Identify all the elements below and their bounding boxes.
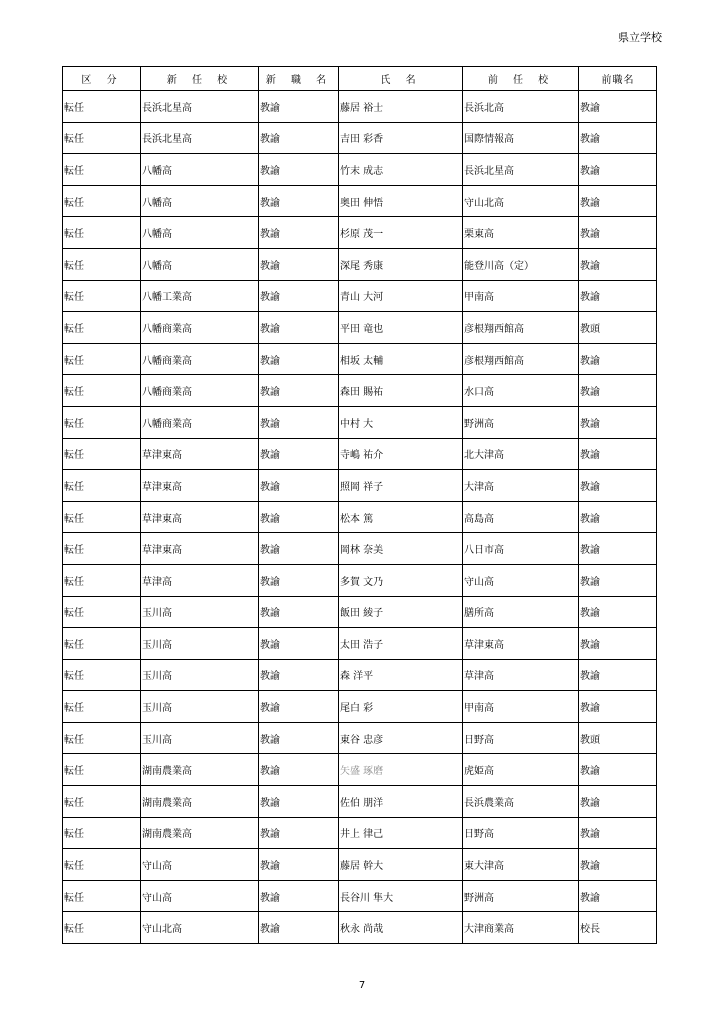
previous-school-cell: 国際情報高 (463, 122, 579, 154)
new-position-cell: 教諭 (259, 185, 339, 217)
category-cell: 転任 (63, 185, 141, 217)
category-cell: 転任 (63, 154, 141, 186)
previous-school-cell: 甲南高 (463, 691, 579, 723)
name-cell: 竹末 成志 (339, 154, 463, 186)
previous-school-cell: 水口高 (463, 375, 579, 407)
new-school-cell: 草津東高 (141, 501, 259, 533)
new-school-cell: 長浜北星高 (141, 91, 259, 123)
previous-position-cell: 教諭 (579, 501, 657, 533)
previous-position-cell: 教諭 (579, 122, 657, 154)
name-cell: 飯田 綾子 (339, 596, 463, 628)
new-position-cell: 教諭 (259, 691, 339, 723)
table-header-row (63, 67, 657, 91)
new-school-cell: 守山高 (141, 880, 259, 912)
table-row (63, 722, 657, 754)
name-cell: 多賀 文乃 (339, 564, 463, 596)
name-cell: 藤居 幹大 (339, 849, 463, 881)
category-cell: 転任 (63, 343, 141, 375)
new-position-cell: 教諭 (259, 312, 339, 344)
new-school-cell: 八幡商業高 (141, 312, 259, 344)
previous-school-cell: 八日市高 (463, 533, 579, 565)
previous-position-cell: 校長 (579, 912, 657, 944)
new-position-cell: 教諭 (259, 754, 339, 786)
table-row (63, 628, 657, 660)
name-cell: 秋永 尚哉 (339, 912, 463, 944)
previous-position-cell: 教諭 (579, 533, 657, 565)
new-position-cell: 教諭 (259, 154, 339, 186)
new-position-cell: 教諭 (259, 817, 339, 849)
category-cell: 転任 (63, 786, 141, 818)
new-school-cell: 玉川高 (141, 628, 259, 660)
new-school-cell: 八幡高 (141, 154, 259, 186)
category-cell: 転任 (63, 754, 141, 786)
previous-position-cell: 教諭 (579, 91, 657, 123)
category-cell: 転任 (63, 280, 141, 312)
new-school-cell: 八幡高 (141, 217, 259, 249)
category-cell: 転任 (63, 217, 141, 249)
name-cell: 長谷川 隼大 (339, 880, 463, 912)
table-row (63, 691, 657, 723)
name-cell: 森 洋平 (339, 659, 463, 691)
new-school-cell: 玉川高 (141, 659, 259, 691)
new-position-cell: 教諭 (259, 849, 339, 881)
name-cell: 太田 浩子 (339, 628, 463, 660)
category-cell: 転任 (63, 122, 141, 154)
new-school-cell: 草津東高 (141, 470, 259, 502)
table-row (63, 312, 657, 344)
previous-school-cell: 栗東高 (463, 217, 579, 249)
previous-position-cell: 教諭 (579, 786, 657, 818)
table-row (63, 91, 657, 123)
table-row (63, 406, 657, 438)
category-cell: 転任 (63, 375, 141, 407)
category-cell: 転任 (63, 533, 141, 565)
previous-position-cell: 教諭 (579, 406, 657, 438)
new-position-cell: 教諭 (259, 343, 339, 375)
table-row (63, 786, 657, 818)
category-cell: 転任 (63, 564, 141, 596)
previous-school-cell: 膳所高 (463, 596, 579, 628)
name-cell: 寺嶋 祐介 (339, 438, 463, 470)
column-header-previous-position: 前職名 (579, 67, 657, 91)
column-header-category: 区 分 (63, 67, 141, 91)
name-cell: 東谷 忠彦 (339, 722, 463, 754)
new-position-cell: 教諭 (259, 880, 339, 912)
previous-position-cell: 教頭 (579, 722, 657, 754)
previous-school-cell: 東大津高 (463, 849, 579, 881)
new-position-cell: 教諭 (259, 438, 339, 470)
previous-school-cell: 長浜北高 (463, 91, 579, 123)
category-cell: 転任 (63, 248, 141, 280)
new-position-cell: 教諭 (259, 375, 339, 407)
previous-school-cell: 長浜北星高 (463, 154, 579, 186)
table-row (63, 596, 657, 628)
new-school-cell: 草津東高 (141, 438, 259, 470)
previous-position-cell: 教諭 (579, 343, 657, 375)
category-cell: 転任 (63, 722, 141, 754)
table-row (63, 470, 657, 502)
table-row (63, 438, 657, 470)
new-school-cell: 八幡商業高 (141, 343, 259, 375)
previous-position-cell: 教諭 (579, 438, 657, 470)
new-position-cell: 教諭 (259, 501, 339, 533)
previous-school-cell: 彦根翔西館高 (463, 312, 579, 344)
new-school-cell: 守山北高 (141, 912, 259, 944)
previous-position-cell: 教諭 (579, 628, 657, 660)
category-cell: 転任 (63, 912, 141, 944)
previous-position-cell: 教頭 (579, 312, 657, 344)
previous-school-cell: 野洲高 (463, 406, 579, 438)
category-cell: 転任 (63, 817, 141, 849)
table-row (63, 912, 657, 944)
name-cell: 井上 律己 (339, 817, 463, 849)
table-row (63, 659, 657, 691)
name-cell: 相坂 太輔 (339, 343, 463, 375)
new-position-cell: 教諭 (259, 280, 339, 312)
table-row (63, 817, 657, 849)
new-position-cell: 教諭 (259, 912, 339, 944)
previous-position-cell: 教諭 (579, 280, 657, 312)
new-school-cell: 草津東高 (141, 533, 259, 565)
new-position-cell: 教諭 (259, 122, 339, 154)
name-cell: 奥田 伸悟 (339, 185, 463, 217)
previous-position-cell: 教諭 (579, 185, 657, 217)
previous-school-cell: 日野高 (463, 817, 579, 849)
previous-school-cell: 野洲高 (463, 880, 579, 912)
new-position-cell: 教諭 (259, 786, 339, 818)
category-cell: 転任 (63, 659, 141, 691)
new-position-cell: 教諭 (259, 248, 339, 280)
column-header-new-position: 新 職 名 (259, 67, 339, 91)
name-cell: 深尾 秀康 (339, 248, 463, 280)
previous-school-cell: 守山北高 (463, 185, 579, 217)
previous-school-cell: 甲南高 (463, 280, 579, 312)
table-row (63, 248, 657, 280)
previous-school-cell: 長浜農業高 (463, 786, 579, 818)
category-cell: 転任 (63, 438, 141, 470)
column-header-previous-school: 前 任 校 (463, 67, 579, 91)
previous-position-cell: 教諭 (579, 596, 657, 628)
table-row (63, 280, 657, 312)
previous-school-cell: 彦根翔西館高 (463, 343, 579, 375)
new-school-cell: 八幡商業高 (141, 406, 259, 438)
previous-position-cell: 教諭 (579, 470, 657, 502)
table-row (63, 154, 657, 186)
personnel-transfer-table (62, 66, 657, 944)
table-body (63, 91, 657, 944)
category-cell: 転任 (63, 628, 141, 660)
previous-position-cell: 教諭 (579, 217, 657, 249)
new-school-cell: 玉川高 (141, 691, 259, 723)
name-cell: 松本 篤 (339, 501, 463, 533)
new-school-cell: 八幡高 (141, 248, 259, 280)
category-cell: 転任 (63, 470, 141, 502)
table-row (63, 122, 657, 154)
category-cell: 転任 (63, 880, 141, 912)
previous-position-cell: 教諭 (579, 754, 657, 786)
new-position-cell: 教諭 (259, 217, 339, 249)
previous-school-cell: 虎姫高 (463, 754, 579, 786)
table-row (63, 501, 657, 533)
name-cell: 中村 大 (339, 406, 463, 438)
previous-position-cell: 教諭 (579, 154, 657, 186)
new-school-cell: 草津高 (141, 564, 259, 596)
name-cell: 照岡 祥子 (339, 470, 463, 502)
category-cell: 転任 (63, 691, 141, 723)
name-cell: 吉田 彩香 (339, 122, 463, 154)
previous-school-cell: 大津高 (463, 470, 579, 502)
new-position-cell: 教諭 (259, 470, 339, 502)
category-cell: 転任 (63, 312, 141, 344)
category-cell: 転任 (63, 501, 141, 533)
new-position-cell: 教諭 (259, 564, 339, 596)
table-row (63, 185, 657, 217)
previous-school-cell: 守山高 (463, 564, 579, 596)
table-row (63, 754, 657, 786)
new-school-cell: 八幡工業高 (141, 280, 259, 312)
previous-school-cell: 大津商業高 (463, 912, 579, 944)
new-position-cell: 教諭 (259, 628, 339, 660)
new-school-cell: 湖南農業高 (141, 786, 259, 818)
new-school-cell: 八幡商業高 (141, 375, 259, 407)
table-row (63, 880, 657, 912)
column-header-name: 氏 名 (339, 67, 463, 91)
previous-position-cell: 教諭 (579, 849, 657, 881)
table-row (63, 343, 657, 375)
new-school-cell: 玉川高 (141, 596, 259, 628)
previous-position-cell: 教諭 (579, 375, 657, 407)
new-position-cell: 教諭 (259, 596, 339, 628)
name-cell: 杉原 茂一 (339, 217, 463, 249)
previous-position-cell: 教諭 (579, 691, 657, 723)
new-school-cell: 守山高 (141, 849, 259, 881)
category-cell: 転任 (63, 406, 141, 438)
page-number: 7 (358, 980, 366, 991)
table-row (63, 849, 657, 881)
new-position-cell: 教諭 (259, 406, 339, 438)
previous-school-cell: 日野高 (463, 722, 579, 754)
new-position-cell: 教諭 (259, 91, 339, 123)
table-row (63, 217, 657, 249)
new-position-cell: 教諭 (259, 659, 339, 691)
previous-position-cell: 教諭 (579, 817, 657, 849)
category-cell: 転任 (63, 91, 141, 123)
new-school-cell: 玉川高 (141, 722, 259, 754)
previous-school-cell: 北大津高 (463, 438, 579, 470)
previous-school-cell: 高島高 (463, 501, 579, 533)
table-row (63, 564, 657, 596)
name-cell: 平田 竜也 (339, 312, 463, 344)
new-school-cell: 長浜北星高 (141, 122, 259, 154)
document-category-label: 県立学校 (618, 31, 662, 44)
name-cell: 尾白 彩 (339, 691, 463, 723)
category-cell: 転任 (63, 596, 141, 628)
new-school-cell: 湖南農業高 (141, 817, 259, 849)
name-cell: 矢盛 琢磨 (339, 754, 463, 786)
previous-school-cell: 草津高 (463, 659, 579, 691)
new-school-cell: 八幡高 (141, 185, 259, 217)
previous-school-cell: 草津東高 (463, 628, 579, 660)
new-position-cell: 教諭 (259, 533, 339, 565)
new-position-cell: 教諭 (259, 722, 339, 754)
previous-position-cell: 教諭 (579, 248, 657, 280)
column-header-new-school: 新 任 校 (141, 67, 259, 91)
previous-position-cell: 教諭 (579, 880, 657, 912)
table-row (63, 533, 657, 565)
previous-school-cell: 能登川高（定） (463, 248, 579, 280)
name-cell: 藤居 裕士 (339, 91, 463, 123)
table-row (63, 375, 657, 407)
name-cell: 佐伯 朋洋 (339, 786, 463, 818)
name-cell: 岡林 奈美 (339, 533, 463, 565)
previous-position-cell: 教諭 (579, 564, 657, 596)
new-school-cell: 湖南農業高 (141, 754, 259, 786)
name-cell: 青山 大河 (339, 280, 463, 312)
name-cell: 森田 賜祐 (339, 375, 463, 407)
category-cell: 転任 (63, 849, 141, 881)
previous-position-cell: 教諭 (579, 659, 657, 691)
